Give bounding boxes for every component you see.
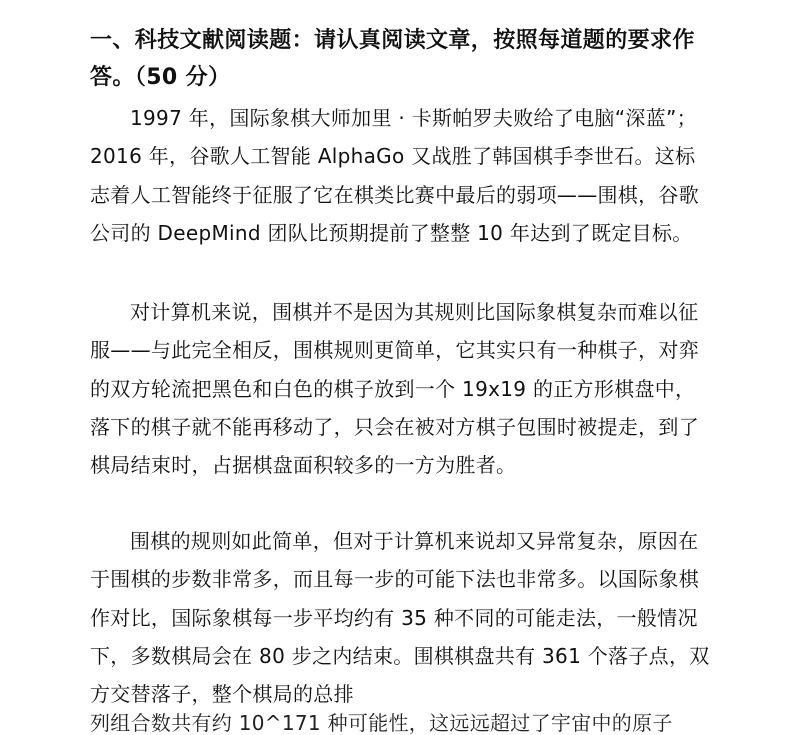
paragraph-2: 对计算机来说，围棋并不是因为其规则比国际象棋复杂而难以征服——与此完全相反，围棋规则更简单，它其实只有一种棋子，对弈的双方轮流把黑色和白色的棋子放到一个 19x19 的正方形棋盘中，落下的棋子就不能再移动了，只会在被对方棋子包围时被提走，到了棋局结束时，占据棋盘面积较多的一方为胜者。 xyxy=(90,300,699,478)
cut-off-text: 列组合数共有约 10^171 种可能性，这远远超过了宇宙中的原子 xyxy=(90,711,673,735)
cut-off-line xyxy=(90,711,710,735)
section-heading: 一、科技文献阅读题：请认真阅读文章，按照每道题的要求作答。（50 分） xyxy=(90,28,695,90)
paragraph-3: 围棋的规则如此简单，但对于计算机来说却又异常复杂，原因在于围棋的步数非常多，而且每一步的可能下法也非常多。以国际象棋作对比，国际象棋每一步平均约有 35 种不同的可能走法，一般情况下，多数棋局会在 80 步之内结束。围棋棋盘共有 361 个落子点，双方交替落子，整个棋局的总排 xyxy=(90,529,710,707)
paragraph-1: 1997 年，国际象棋大师加里 · 卡斯帕罗夫败给了电脑“深蓝”；2016 年，谷歌人工智能 AlphaGo 又战胜了韩国棋手李世石。这标志着人工智能终于征服了它在棋类比赛中最后的弱项——围棋，谷歌公司的 DeepMind 团队比预期提前了整整 10 年达到了既定目标。 xyxy=(90,106,699,245)
